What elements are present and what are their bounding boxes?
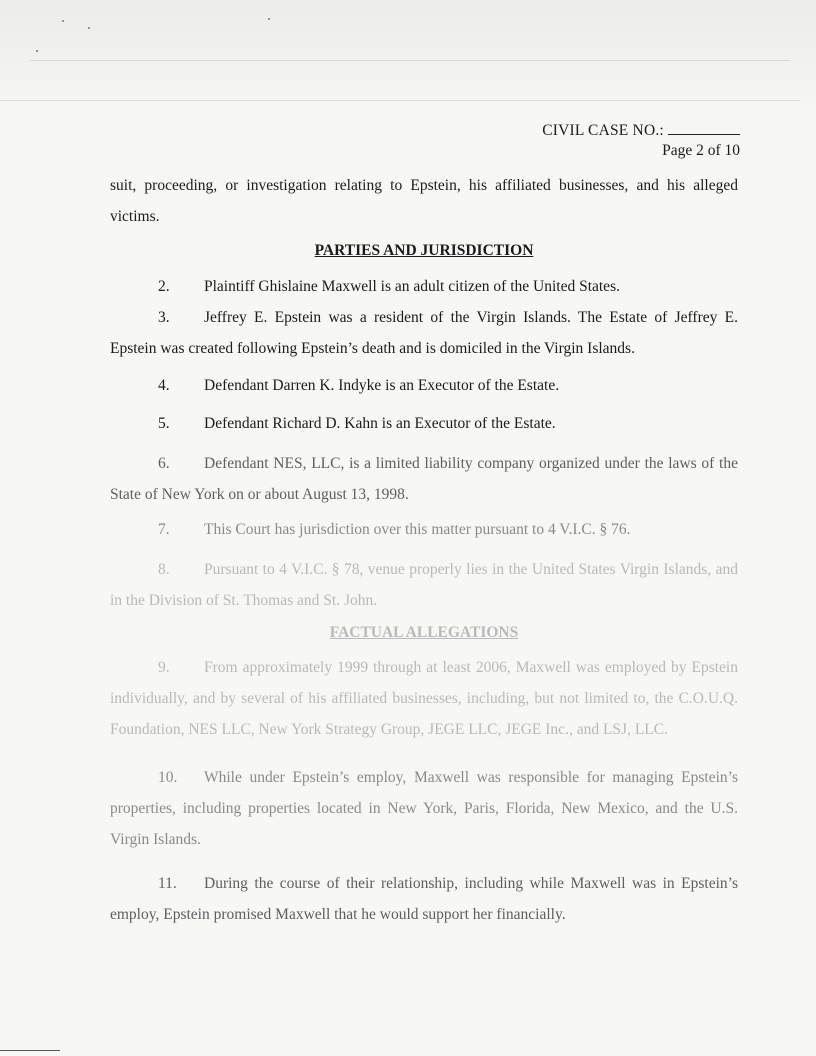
paragraph-text: While under Epstein’s employ, Maxwell was responsible for managing Epstein’s properties, including properties located in New York, Paris, Florida, New Mexico, and the U.S. Virgin Islands. xyxy=(110,769,738,848)
paragraph-number: 7. xyxy=(158,521,170,538)
paragraph-text: Pursuant to 4 V.I.C. § 78, venue properly lies in the United States Virgin Islands, and in the Division of St. Thomas and St. John. xyxy=(110,561,738,609)
paragraph-7 xyxy=(110,514,738,545)
paragraph-number: 8. xyxy=(158,561,170,578)
paragraph-8 xyxy=(110,554,738,616)
paragraph-5 xyxy=(110,408,738,439)
facts-heading: FACTUAL ALLEGATIONS xyxy=(329,624,519,641)
case-number-text: CIVIL CASE NO.: xyxy=(542,122,664,139)
paragraph-text: Plaintiff Ghislaine Maxwell is an adult citizen of the United States. xyxy=(204,278,620,295)
scan-speck xyxy=(268,18,270,20)
paragraph-text: Defendant NES, LLC, is a limited liability company organized under the laws of the State of New York on or about August 13, 1998. xyxy=(110,455,738,503)
paragraph-9 xyxy=(110,652,738,745)
paragraph-text: Defendant Richard D. Kahn is an Executor of the Estate. xyxy=(204,415,556,432)
scan-artifact-line xyxy=(0,100,800,101)
paragraph-number: 3. xyxy=(158,309,170,326)
paragraph-number: 11. xyxy=(158,875,177,892)
paragraph-text: Defendant Darren K. Indyke is an Executor of the Estate. xyxy=(204,377,560,394)
paragraph-number: 6. xyxy=(158,455,170,472)
intro-continuation: suit, proceeding, or investigation relating to Epstein, his affiliated businesses, and his alleged victims. xyxy=(110,177,738,225)
paragraph-number: 4. xyxy=(158,377,170,394)
paragraph-4 xyxy=(110,370,738,401)
paragraph-6 xyxy=(110,448,738,510)
parties-heading: PARTIES AND JURISDICTION xyxy=(314,242,534,259)
scan-speck xyxy=(62,20,64,22)
paragraph-text: Jeffrey E. Epstein was a resident of the Virgin Islands. The Estate of Jeffrey E. Epstein was created following Epstein’s death and is domiciled in the Virgin Islands. xyxy=(110,309,738,357)
case-number-label xyxy=(542,120,740,140)
page-number: Page 2 of 10 xyxy=(662,142,740,159)
scan-speck xyxy=(36,50,38,52)
case-number-blank xyxy=(668,120,740,135)
paragraph-number: 5. xyxy=(158,415,170,432)
paragraph-2 xyxy=(110,271,738,302)
paragraph-text: This Court has jurisdiction over this matter pursuant to 4 V.I.C. § 76. xyxy=(204,521,631,538)
scan-artifact-line xyxy=(30,60,790,61)
paragraph-text: From approximately 1999 through at least 2006, Maxwell was employed by Epstein individually, and by several of his affiliated businesses, including, but not limited to, the C.O.U.Q. Foundation, NES LLC, New York Strategy Group, JEGE LLC, JEGE Inc., and LSJ, LLC. xyxy=(110,659,738,738)
paragraph-number: 10. xyxy=(158,769,178,786)
scan-speck xyxy=(88,27,90,29)
scan-artifact-line xyxy=(0,1050,60,1051)
paragraph-number: 9. xyxy=(158,659,170,676)
paragraph-text: During the course of their relationship, including while Maxwell was in Epstein’s employ, Epstein promised Maxwell that he would support her financially. xyxy=(110,875,738,923)
paragraph-10 xyxy=(110,762,738,855)
paragraph-3 xyxy=(110,302,738,364)
paragraph-number: 2. xyxy=(158,278,170,295)
paragraph-11 xyxy=(110,868,738,930)
